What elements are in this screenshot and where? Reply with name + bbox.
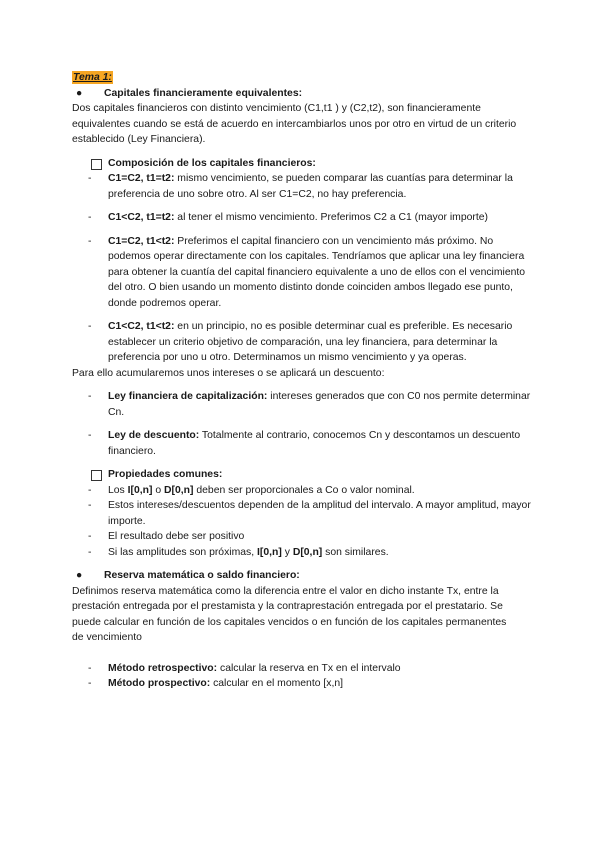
list-item: - C1=C2, t1<t2: Preferimos el capital financiero con un vencimiento más próximo. No podemos operar directamente con los capitales. Tendríamos que aplicar una ley financiera para obtener la cuantía del capital financiero equivalente a uno de ellos con el vencimiento del otro. O bien usando un momento distinto donde coinciden ambos llegado ese punto, donde podremos operar. [88,235,526,309]
paragraph: Para ello acumularemos unos intereses o se aplicará un descuento: [72,367,385,379]
bullet-icon: ● [76,87,83,99]
paragraph: Definimos reserva matemática como la diferencia entre el valor en dicho instante Tx, entre la prestación entregada por el prestamista y la contraprestación entregada por el prestatario. Se puede calcular en función de los capitales vencidos o en función de los capitales permanentes de vencimiento [72,585,507,643]
document-title: Tema 1: [73,72,112,83]
list-item: - Método retrospectivo: calcular la reserva en Tx en el intervalo [88,662,401,674]
list-item: - Ley de descuento: Totalmente al contrario, conocemos Cn y descontamos un descuento financiero. [88,430,521,457]
section-intro: Dos capitales financieros con distinto vencimiento (C1,t1 ) y (C2,t2), son financieramente equivalentes cuando se está de acuerdo en intercambiarlos unos por otro en virtud de un criterio establecido (Ley Financiera). [72,103,517,145]
list-item: - Método prospectivo: calcular en el momento [x,n] [88,678,344,689]
checkbox-icon[interactable] [91,159,102,170]
list-item: - Ley financiera de capitalización: intereses generados que con C0 nos permite determinar Cn. [88,391,531,418]
list-item: - El resultado debe ser positivo [88,531,245,542]
section-heading-equivalentes: ● Capitales financieramente equivalentes: [72,86,532,102]
checkbox-icon[interactable] [91,470,102,481]
list-item: - C1<C2, t1<t2: en un principio, no es posible determinar cual es preferible. Es necesario establecer un criterio objetivo de comparación, una ley financiera, para determinar la preferencia por uno u otro. Determinamos un mismo vencimiento y ya operas. [88,321,513,363]
list-item: - Los I[0,n] o D[0,n] deben ser proporcionales a Co o valor nominal. [88,484,415,496]
checklist-heading-propiedades: Propiedades comunes: [72,467,532,483]
list-item: - C1<C2, t1=t2: al tener el mismo vencimiento. Preferimos C2 a C1 (mayor importe) [88,212,488,223]
list-item: - C1=C2, t1=t2: mismo vencimiento, se pueden comparar las cuantías para determinar la preferencia de uno sobre otro. Al ser C1=C2, no hay preferencia. [88,173,513,200]
list-item: - Si las amplitudes son próximas, I[0,n] y D[0,n] son similares. [88,546,389,558]
checklist-heading-composicion: Composición de los capitales financieros: [72,156,532,172]
bullet-icon: ● [76,570,83,581]
section-heading-reserva: ● Reserva matemática o saldo financiero: [72,568,532,584]
document-page [72,70,532,692]
list-item: - Estos intereses/descuentos dependen de la amplitud del intervalo. A mayor amplitud, mayor importe. [88,500,531,527]
